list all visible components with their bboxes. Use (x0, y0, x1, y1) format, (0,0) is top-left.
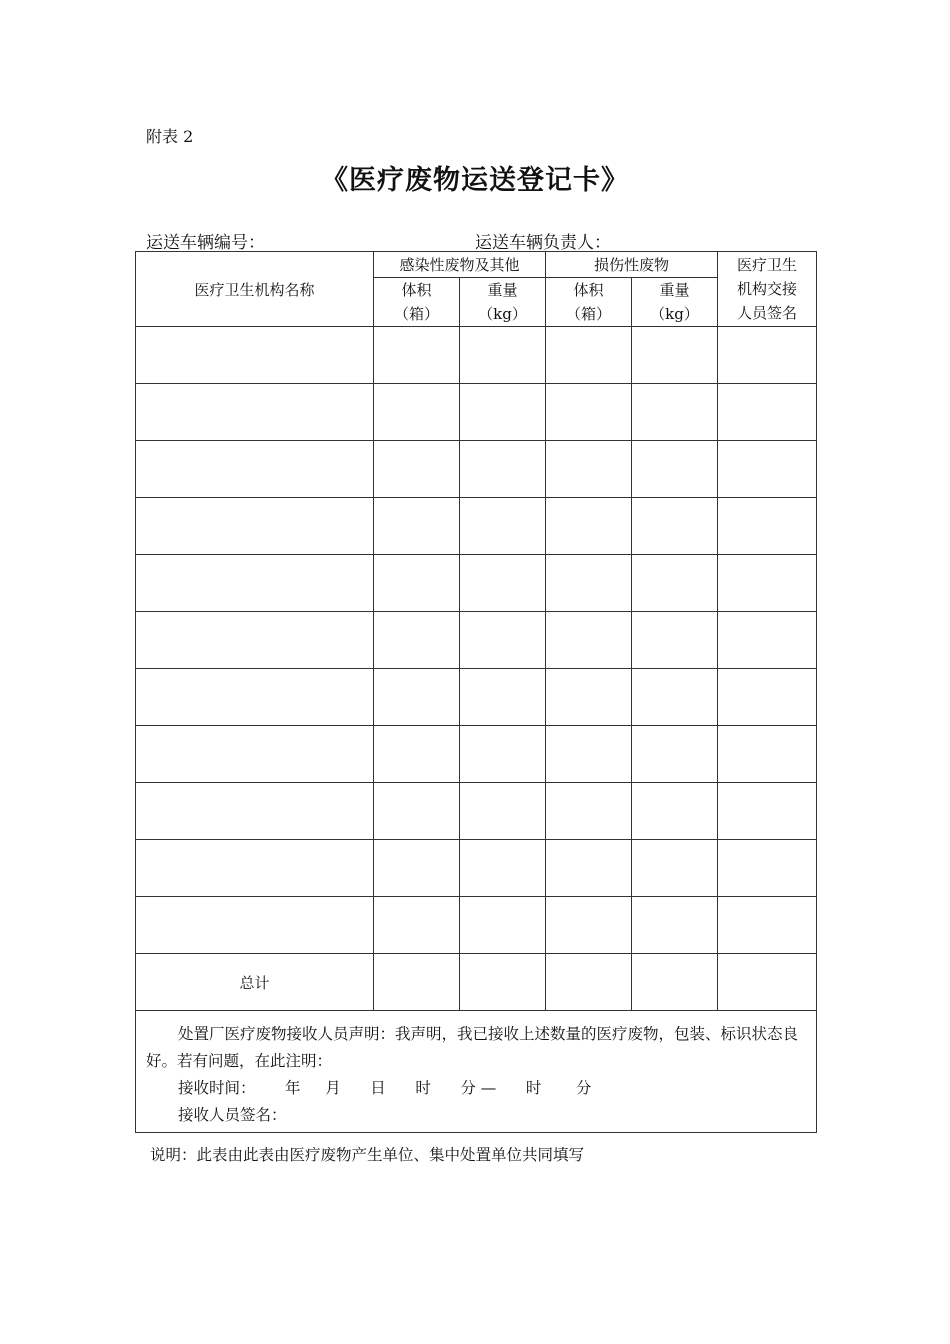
table-cell[interactable] (632, 726, 718, 783)
table-cell[interactable] (718, 498, 817, 555)
total-cell[interactable] (374, 954, 460, 1011)
table-cell[interactable] (632, 612, 718, 669)
table-row (136, 384, 817, 441)
table-cell[interactable] (374, 840, 460, 897)
header-infectious-volume (374, 278, 460, 327)
table-cell[interactable] (460, 555, 546, 612)
table-cell[interactable] (546, 897, 632, 954)
total-cell[interactable] (460, 954, 546, 1011)
table-cell[interactable] (718, 384, 817, 441)
page-title: 《医疗废物运送登记卡》 (321, 165, 629, 196)
table-row (136, 840, 817, 897)
table-cell[interactable] (632, 783, 718, 840)
total-cell[interactable] (632, 954, 718, 1011)
table-cell[interactable] (632, 327, 718, 384)
institution-name-cell[interactable] (136, 327, 374, 384)
table-cell[interactable] (546, 498, 632, 555)
header-handover-sign (718, 252, 817, 327)
header-institution-name: 医疗卫生机构名称 (136, 252, 374, 327)
table-cell[interactable] (460, 897, 546, 954)
total-cell[interactable] (546, 954, 632, 1011)
table-cell[interactable] (718, 612, 817, 669)
table-cell[interactable] (632, 498, 718, 555)
weight-label: 重量 (487, 281, 518, 299)
header-handover-line: 医疗卫生 (737, 256, 798, 274)
table-row (136, 726, 817, 783)
table-cell[interactable] (718, 726, 817, 783)
table-cell[interactable] (546, 441, 632, 498)
table-cell[interactable] (632, 441, 718, 498)
table-cell[interactable] (460, 384, 546, 441)
table-row (136, 555, 817, 612)
volume-unit: （箱） (393, 305, 439, 323)
header-infectious-group: 感染性废物及其他 (374, 252, 546, 278)
table-cell[interactable] (460, 441, 546, 498)
table-cell[interactable] (374, 327, 460, 384)
table-cell[interactable] (718, 669, 817, 726)
total-label: 总计 (136, 954, 374, 1011)
table-cell[interactable] (374, 669, 460, 726)
table-cell[interactable] (374, 726, 460, 783)
weight-label: 重量 (659, 281, 690, 299)
table-cell[interactable] (374, 612, 460, 669)
table-cell[interactable] (546, 384, 632, 441)
footnote: 说明：此表由此表由医疗废物产生单位、集中处置单位共同填写 (150, 1146, 585, 1164)
table-cell[interactable] (460, 726, 546, 783)
table-cell[interactable] (718, 327, 817, 384)
table-cell[interactable] (546, 327, 632, 384)
statement-paragraph: 处置厂医疗废物接收人员声明：我声明，我已接收上述数量的医疗废物，包装、标识状态良好。若有问题，在此注明： (146, 1025, 799, 1070)
header-handover-line: 机构交接 (737, 280, 798, 298)
receiver-sign-line: 接收人员签名： (178, 1106, 287, 1124)
institution-name-cell[interactable] (136, 669, 374, 726)
institution-name-cell[interactable] (136, 840, 374, 897)
header-handover-line: 人员签名 (737, 304, 798, 322)
table-cell[interactable] (374, 897, 460, 954)
institution-name-cell[interactable] (136, 783, 374, 840)
institution-name-cell[interactable] (136, 612, 374, 669)
vehicle-number-label: 运送车辆编号： (146, 233, 265, 253)
table-cell[interactable] (460, 783, 546, 840)
table-cell[interactable] (460, 327, 546, 384)
total-row (136, 954, 817, 1011)
receive-time-line: 接收时间： 年 月 日 时 分 — 时 分 (178, 1079, 592, 1097)
receiver-statement (136, 1011, 817, 1133)
table-row (136, 669, 817, 726)
volume-unit: （箱） (566, 305, 612, 323)
weight-unit: （kg） (650, 305, 699, 323)
table-cell[interactable] (374, 783, 460, 840)
table-row (136, 783, 817, 840)
table-cell[interactable] (546, 555, 632, 612)
table-cell[interactable] (546, 840, 632, 897)
appendix-label: 附表 2 (146, 127, 194, 146)
header-sharps-group: 损伤性废物 (546, 252, 718, 278)
table-cell[interactable] (718, 783, 817, 840)
institution-name-cell[interactable] (136, 555, 374, 612)
registration-table (135, 251, 817, 1133)
table-cell[interactable] (632, 555, 718, 612)
table-cell[interactable] (374, 384, 460, 441)
table-cell[interactable] (460, 612, 546, 669)
institution-name-cell[interactable] (136, 498, 374, 555)
table-cell[interactable] (460, 498, 546, 555)
header-sharps-weight (632, 278, 718, 327)
vehicle-manager-label: 运送车辆负责人： (475, 233, 611, 253)
institution-name-cell[interactable] (136, 384, 374, 441)
table-cell[interactable] (632, 384, 718, 441)
header-sharps-volume (546, 278, 632, 327)
table-row (136, 498, 817, 555)
institution-name-cell[interactable] (136, 726, 374, 783)
table-cell[interactable] (546, 783, 632, 840)
table-cell[interactable] (632, 897, 718, 954)
table-cell[interactable] (546, 726, 632, 783)
table-cell[interactable] (460, 669, 546, 726)
volume-label: 体积 (401, 281, 432, 299)
table-cell[interactable] (546, 669, 632, 726)
table-cell[interactable] (632, 840, 718, 897)
table-row (136, 897, 817, 954)
weight-unit: （kg） (478, 305, 527, 323)
header-infectious-weight (460, 278, 546, 327)
table-row (136, 327, 817, 384)
table-cell[interactable] (374, 498, 460, 555)
table-cell[interactable] (718, 555, 817, 612)
institution-name-cell[interactable] (136, 897, 374, 954)
header-row (136, 252, 817, 278)
table-cell[interactable] (546, 612, 632, 669)
table-cell[interactable] (460, 840, 546, 897)
total-cell[interactable] (718, 954, 817, 1011)
table-cell[interactable] (374, 441, 460, 498)
statement-row (136, 1011, 817, 1133)
table-cell[interactable] (718, 441, 817, 498)
volume-label: 体积 (573, 281, 604, 299)
table-cell[interactable] (632, 669, 718, 726)
table-cell[interactable] (718, 840, 817, 897)
table-row (136, 441, 817, 498)
table-cell[interactable] (718, 897, 817, 954)
table-cell[interactable] (374, 555, 460, 612)
table-row (136, 612, 817, 669)
institution-name-cell[interactable] (136, 441, 374, 498)
